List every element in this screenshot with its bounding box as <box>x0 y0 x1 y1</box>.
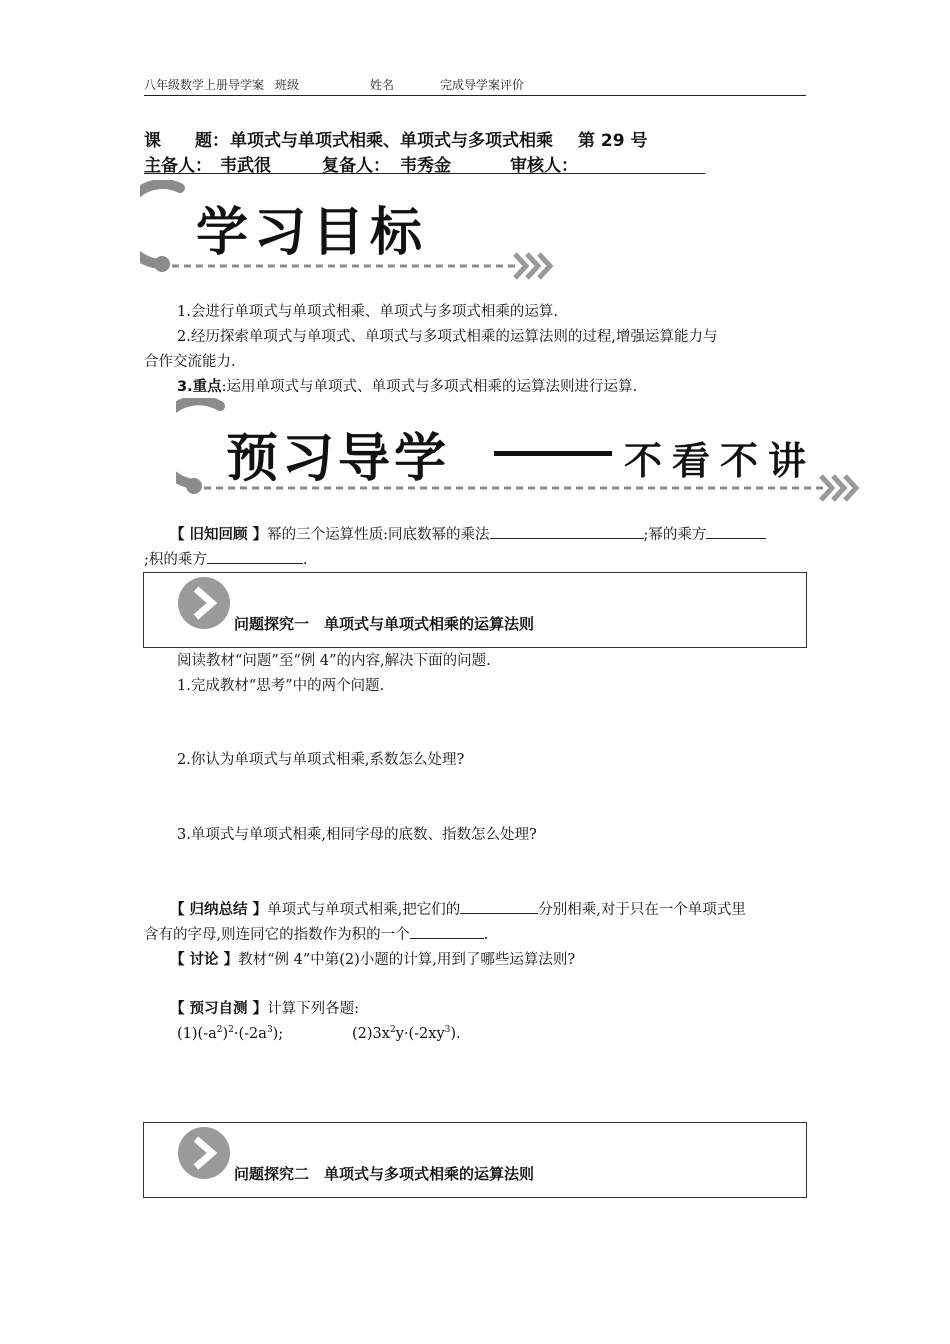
p2-part-c: ). <box>450 1026 461 1042</box>
review-text4: . <box>302 552 308 568</box>
p1-part-d: ); <box>272 1026 284 1042</box>
header-eval-label: 完成导学案评价 <box>440 78 525 92</box>
banner-learning-goals <box>140 180 570 285</box>
review-line1 <box>170 523 766 548</box>
blank-factor[interactable] <box>410 924 484 939</box>
objective-1: 1.会进行单项式与单项式相乘、单项式与多项式相乘的运算. <box>177 304 558 320</box>
p1-part-c: ·(-2a <box>233 1026 267 1042</box>
summary-text1: 单项式与单项式相乘,把它们的 <box>267 902 461 918</box>
inquiry-1-title: 问题探究一 单项式与单项式相乘的运算法则 <box>234 615 535 633</box>
objective-2a: 2.经历探索单项式与单项式、单项式与多项式相乘的运算法则的过程,增强运算能力与 <box>177 329 718 345</box>
selftest-label: 【 预习自测 】 <box>170 1001 268 1017</box>
banner-preview-subtitle: 不看不讲 <box>624 439 817 483</box>
summary-text2: 分别相乘,对于只在一个单项式里 <box>538 902 746 918</box>
p2-sup-2: 3 <box>444 1025 451 1036</box>
review-text1: 幂的三个运算性质:同底数幂的乘法 <box>267 527 490 543</box>
reviewer-label: 审核人： <box>510 156 578 176</box>
discussion-label: 【 讨论 】 <box>170 952 239 968</box>
summary-text3: 含有的字母,则连同它的指数作为积的一个 <box>144 927 410 943</box>
summary-line2 <box>144 923 488 948</box>
p1-sup-2: 2 <box>228 1025 234 1036</box>
p2-part-a: (2)3x <box>352 1026 390 1042</box>
review-label: 【 旧知回顾 】 <box>170 527 268 543</box>
review-text3: ;积的乘方 <box>144 552 207 568</box>
banner-preview-title: 预习导学 <box>226 429 451 489</box>
banner-preview <box>176 398 876 508</box>
review-text2: ;幂的乘方 <box>643 527 707 543</box>
lesson-topic-label: 课 题： <box>144 131 229 151</box>
lesson-number: 第 29 号 <box>578 131 648 151</box>
discussion-line <box>170 948 575 973</box>
p2-sup-1: 2 <box>389 1025 396 1036</box>
blank-power-of-power[interactable] <box>706 524 766 539</box>
inquiry-1-q3: 3.单项式与单项式相乘,相同字母的底数、指数怎么处理? <box>177 827 537 843</box>
inquiry-2-title: 问题探究二 单项式与多项式相乘的运算法则 <box>234 1165 535 1183</box>
header-course: 八年级数学上册导学案 <box>144 78 265 92</box>
review-line2 <box>144 548 308 573</box>
p1-sup-3: 3 <box>266 1025 273 1036</box>
header-divider <box>144 95 806 96</box>
banner-learning-goals-title: 学习目标 <box>196 203 429 263</box>
p2-part-b: y·(-2xy <box>395 1026 445 1042</box>
blank-power-of-product[interactable] <box>207 549 303 564</box>
meta-underline <box>144 173 705 174</box>
arrow-circle-icon <box>178 1127 230 1179</box>
header-class-label: 班级 <box>275 78 300 92</box>
summary-label: 【 归纳总结 】 <box>170 902 268 918</box>
inquiry-1-q2: 2.你认为单项式与单项式相乘,系数怎么处理? <box>177 752 465 768</box>
objective-3-text: :运用单项式与单项式、单项式与多项式相乘的运算法则进行运算. <box>221 379 638 395</box>
preparer-label: 主备人： <box>144 156 212 176</box>
objective-2b: 合作交流能力. <box>144 354 236 370</box>
inquiry-2-box <box>143 1122 807 1198</box>
lesson-topic: 单项式与单项式相乘、单项式与多项式相乘 <box>230 131 553 151</box>
arrow-circle-icon <box>178 577 230 629</box>
selftest-problem-1 <box>177 1022 283 1047</box>
inquiry-1-intro: 阅读教材“问题”至“例 4”的内容,解决下面的问题. <box>177 653 491 669</box>
p1-part-a: (1)(-a <box>177 1026 217 1042</box>
co-preparer-label: 复备人： <box>322 156 390 176</box>
banner-preview-dash <box>494 451 612 456</box>
blank-same-base[interactable] <box>490 524 644 539</box>
p1-sup-1: 2 <box>216 1025 223 1036</box>
selftest-text: 计算下列各题: <box>267 1001 359 1017</box>
summary-line1 <box>170 898 746 923</box>
objective-3-label: 3.重点 <box>177 379 222 395</box>
blank-coefficients[interactable] <box>460 899 538 914</box>
inquiry-1-box <box>143 572 807 648</box>
selftest-problem-2 <box>352 1022 461 1047</box>
header-name-label: 姓名 <box>370 78 395 92</box>
co-preparer-name: 韦秀金 <box>400 156 451 176</box>
selftest-line <box>170 997 359 1022</box>
objective-3 <box>177 375 637 400</box>
summary-text4: . <box>483 927 489 943</box>
discussion-text: 教材“例 4”中第(2)小题的计算,用到了哪些运算法则? <box>238 952 576 968</box>
preparer-name: 韦武很 <box>220 156 271 176</box>
p1-part-b: ) <box>222 1026 229 1042</box>
inquiry-1-q1: 1.完成教材“思考”中的两个问题. <box>177 678 385 694</box>
